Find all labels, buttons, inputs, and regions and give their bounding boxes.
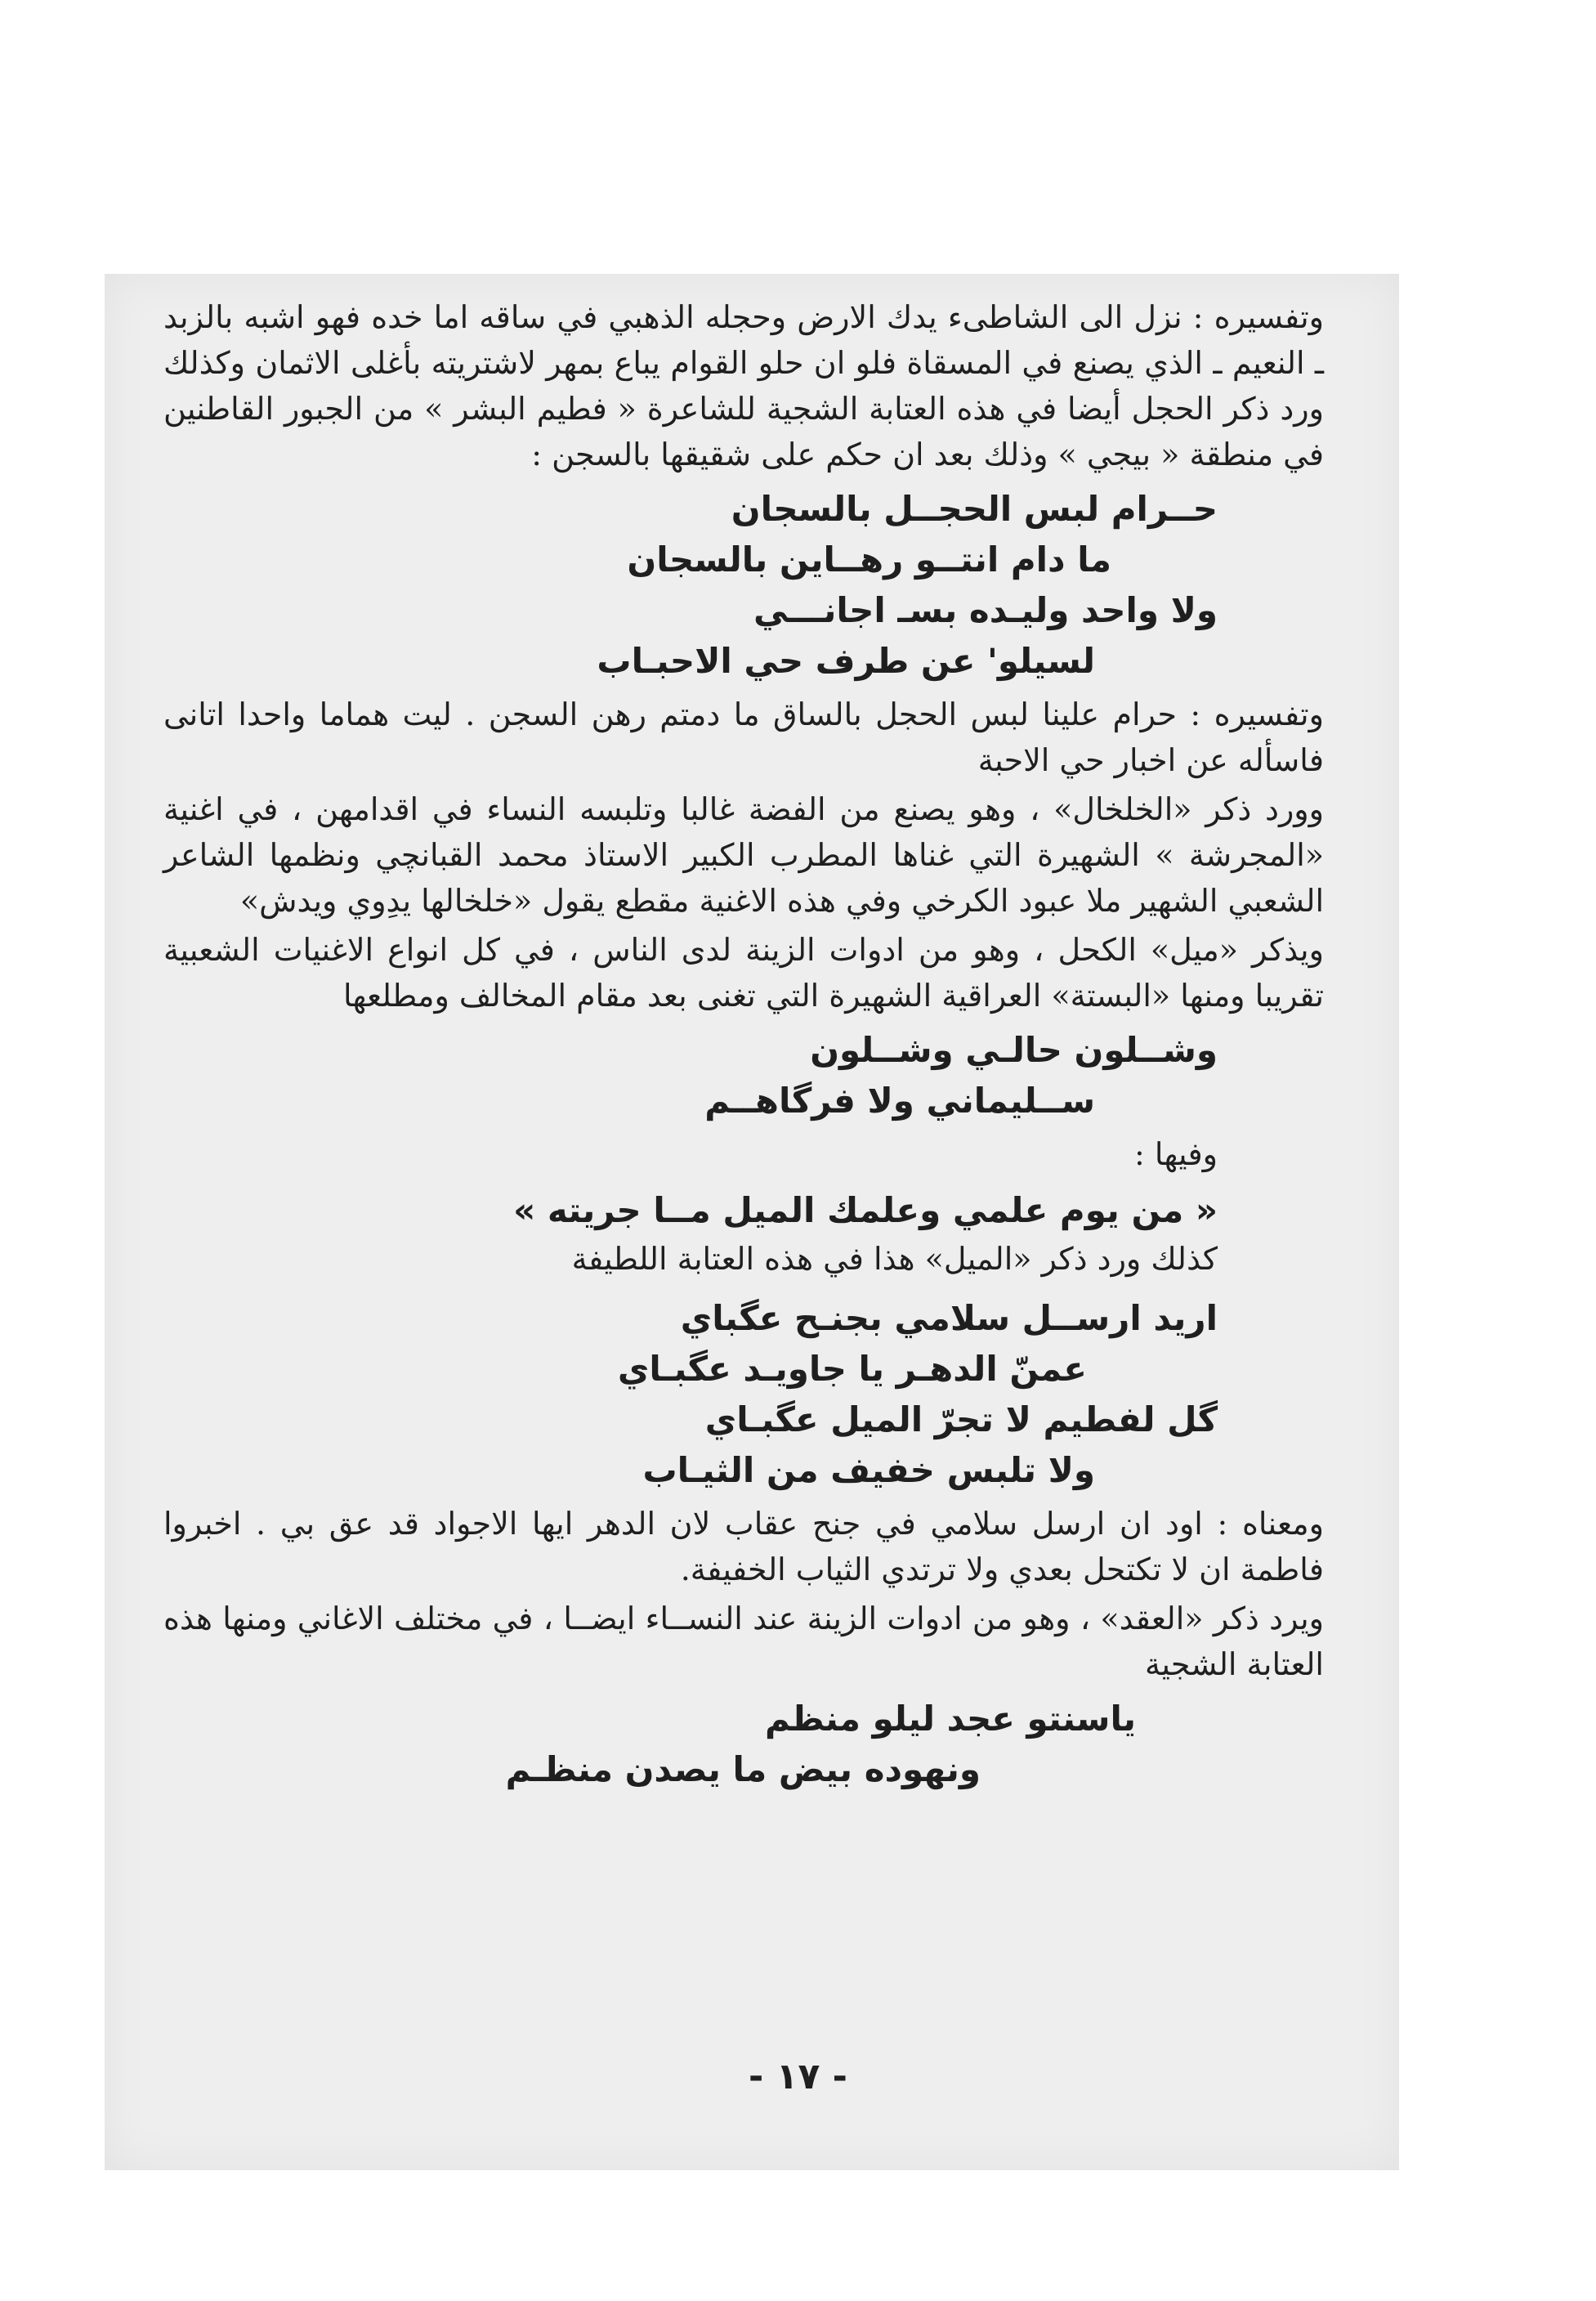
verse-line: ولا واحد وليـده بسـ اجانـــي: [753, 590, 1218, 630]
paragraph-6: كذلك ورد ذكر «الميل» هذا في هذه العتابة اللطيفة: [571, 1241, 1218, 1277]
verse-block-4: [163, 1694, 1324, 1795]
paragraph-3: وورد ذكر «الخلخال» ، وهو يصنع من الفضة غالبا وتلبسه النساء في اقدامهن ، في اغنية «المجرشة » الشهيرة التي غناها المطرب الكبير الاستاذ محمد القبانچي ونظمها الشاعر الشعبي الشهير ملا عبود الكرخي وفي هذه الاغنية مقطع يقول «خلخالها يدِوي ويدش»: [163, 791, 1324, 919]
paragraph-8: ويرد ذكر «العقد» ، وهو من ادوات الزينة عند النســاء ايضــا ، في مختلف الاغاني ومنها هذه العتابة الشجية: [163, 1600, 1324, 1682]
paragraph-7: ومعناه : اود ان ارسل سلامي في جنح عقاب لان الدهر ايها الاجواد قد عق بي . اخبروا فاطمة ان لا تكتحل بعدي ولا ترتدي الثياب الخفيفة.: [163, 1506, 1324, 1587]
verse-block-2: [163, 1025, 1324, 1126]
verse-line: اريد ارســل سلامي بجنـح عگباي: [680, 1298, 1218, 1338]
paragraph-1: وتفسيره : نزل الى الشاطىء يدك الارض وحجله الذهبي في ساقه اما خده فهو اشبه بالزبد ـ النعيم ـ الذي يصنع في المسقاة فلو ان حلو القوام يباع بمهر لاشتريته بأغلى الاثمان وكذلك ورد ذكر الحجل أيضا في هذه العتابة الشجية للشاعرة « فطيم البشر » من الجبور القاطنين في منطقة « بيجي » وذلك بعد ان حكم على شقيقها بالسجن :: [163, 299, 1324, 472]
verse-block-3: [163, 1293, 1324, 1496]
paragraph-2: وتفسيره : حرام علينا لبس الحجل بالساق ما دمتم رهن السجن . ليت هماما واحدا اتانى فاسأله عن اخبار حي الاحبة: [163, 696, 1324, 778]
quote-line: « من يوم علمي وعلمك الميل مــا جريته »: [513, 1190, 1218, 1230]
verse-line: حــرام لبس الحجــل بالسجان: [731, 489, 1218, 529]
verse-line: ســليماني ولا فرگاهــم: [704, 1081, 1095, 1121]
verse-line: عمنّ الدهـر يا جاويـد عگبـاي: [617, 1349, 1087, 1389]
paragraph-5: وفيها :: [1134, 1136, 1218, 1172]
verse-line: ونهوده بيض ما يصدن منظـم: [505, 1749, 981, 1789]
verse-block-1: [163, 484, 1324, 687]
paragraph-4: ويذكر «ميل» الكحل ، وهو من ادوات الزينة لدى الناس ، في كل انواع الاغنيات الشعبية تقريبا ومنها «البستة» العراقية الشهيرة التي تغنى بعد مقام المخالف ومطلعها: [163, 932, 1324, 1014]
verse-line: وشــلون حالـي وشــلون: [810, 1030, 1218, 1070]
verse-line: ولا تلبس خفيف من الثيـاب: [642, 1450, 1095, 1490]
page-content: [163, 294, 1324, 1795]
page-number: - ١٧ -: [749, 2056, 847, 2097]
verse-line: ما دام انتــو رهــاين بالسجان: [627, 539, 1111, 580]
verse-line: ياسنتو عجد ليلو منظم: [765, 1699, 1136, 1739]
verse-line: لسيلو' عن طرف حي الاحبـاب: [597, 641, 1095, 681]
verse-line: گل لفطيم لا تجرّ الميل عگبـاي: [704, 1399, 1218, 1439]
